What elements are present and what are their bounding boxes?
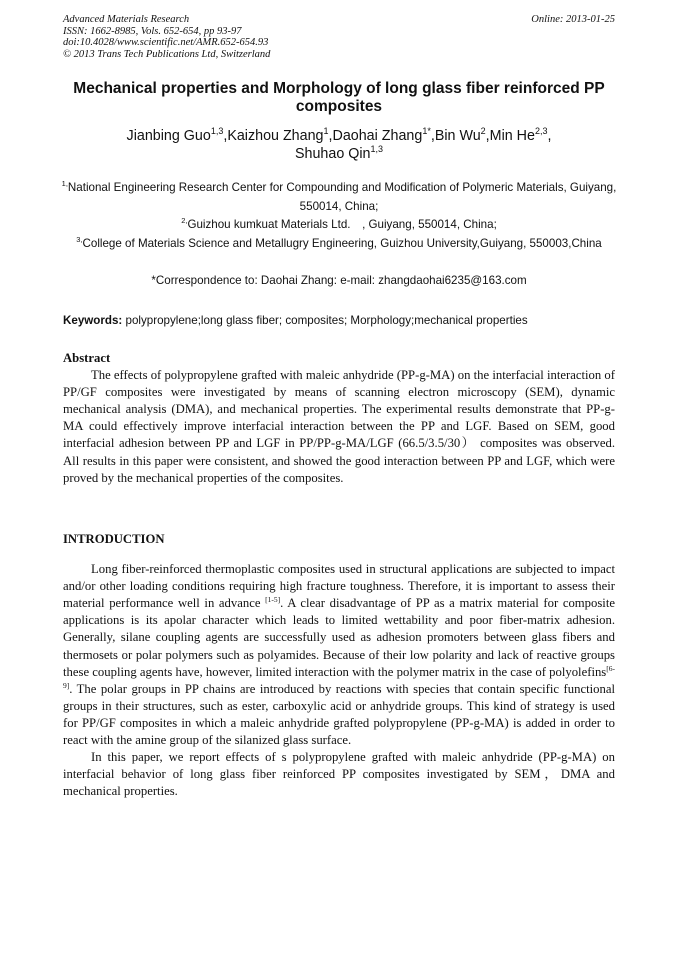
- keywords-line: [63, 313, 623, 328]
- author: Kaizhou Zhang$^1$,: [227, 126, 333, 144]
- introduction-heading: INTRODUCTION: [63, 532, 165, 546]
- keywords-text: polypropylene;long glass fiber; composites; Morphology;mechanical properties: [125, 314, 528, 327]
- affiliation: $^{1,}$National Engineering Research Center for Compounding and Modification of Polymeric Materials, Guiyang, 550014, China;: [61, 179, 617, 213]
- journal-header: [63, 14, 615, 60]
- citation: [6-9]: [63, 663, 615, 690]
- introduction-section: [63, 531, 615, 800]
- keywords-label: Keywords:: [63, 314, 123, 327]
- author: Daohai Zhang$^{1*}$,: [332, 126, 435, 144]
- author: Jianbing Guo$^{1,3}$,: [126, 126, 228, 144]
- issn-line: ISSN: 1662-8985, Vols. 652-654, pp 93-97: [63, 25, 242, 37]
- introduction-paragraph: Long fiber-reinforced thermoplastic composites used in structural applications are subjected to impact and/or other loading conditions requiring high fracture toughness. Therefore, it is important to assess their material performance well in advance [1-5]. A clear disadvantage of PP as a matrix material for composite applications is its apolar character which leads to limited wettability and poor fiber-matrix adhesion. Generally, silane coupling agents are successfully used as adhesion promoters between glass fibers and thermosets or polar polymers such as polyamides. Because of their low polarity and lack of reactive groups these coupling agents have, however, limited interaction with the polymer matrix in the case of polyolefins[6-9]. The polar groups in PP chains are introduced by reactions with species that contain specific functional groups in their structures, such as ester, carboxylic acid or anhydride groups. This kind of strategy is used for PP/GF composites in which a maleic anhydride grafted polypropylene (PP-g-MA) is added in order to react with the amine group of the silanized glass surface.: [63, 562, 615, 748]
- journal-name: Advanced Materials Research: [63, 14, 190, 25]
- copyright-line: © 2013 Trans Tech Publications Ltd, Switzerland: [63, 48, 271, 60]
- abstract-section: [63, 350, 615, 487]
- correspondence-line: *Correspondence to: Daohai Zhang: e-mail: zhangdaohai6235@163.com: [151, 274, 527, 287]
- affiliation-list: [40, 179, 638, 253]
- citation: [1-5]: [265, 595, 281, 605]
- author: Min He$^{2,3}$,: [489, 126, 552, 144]
- author: Shuhao Qin$^{1,3}$: [294, 144, 384, 162]
- affiliation: $^{3,}$College of Materials Science and Metallugry Engineering, Guizhou University,Guiyang, 550003,China: [76, 234, 602, 250]
- online-date: Online: 2013-01-25: [531, 14, 615, 25]
- author: Bin Wu$^2$,: [434, 126, 490, 144]
- introduction-paragraph: In this paper, we report effects of s polypropylene grafted with maleic anhydride (PP-g-MA) on interfacial behavior of long glass fiber reinforced PP composites investigated by SEM，DMA and mechanical properties.: [63, 750, 615, 799]
- abstract-heading: Abstract: [63, 351, 111, 365]
- author-list: [40, 127, 638, 163]
- paper-title: Mechanical properties and Morphology of long glass fiber reinforced PP composites: [73, 80, 605, 115]
- abstract-paragraph: The effects of polypropylene grafted with maleic anhydride (PP-g-MA) on the interfacial interaction of PP/GF composites were investigated by means of scanning electron microscopy (SEM), dynamic mechanical analysis (DMA), and mechanical properties. The experimental results demonstrate that PP-g-MA could effectively improve interfacial interaction between the PP and LGF. Based on SEM, good interfacial adhesion between PP and LGF in PP/PP-g-MA/LGF (66.5/3.5/30） composites was observed. All results in this paper were consistent, and showed the good interaction between PP and LGF, which were proved by the mechanical properties of the composites.: [63, 368, 615, 485]
- doi-line: doi:10.4028/www.scientific.net/AMR.652-654.93: [63, 37, 269, 48]
- affiliation: $^{2,}$Guizhou kumkuat Materials Ltd. , Guiyang, 550014, China;: [181, 216, 497, 231]
